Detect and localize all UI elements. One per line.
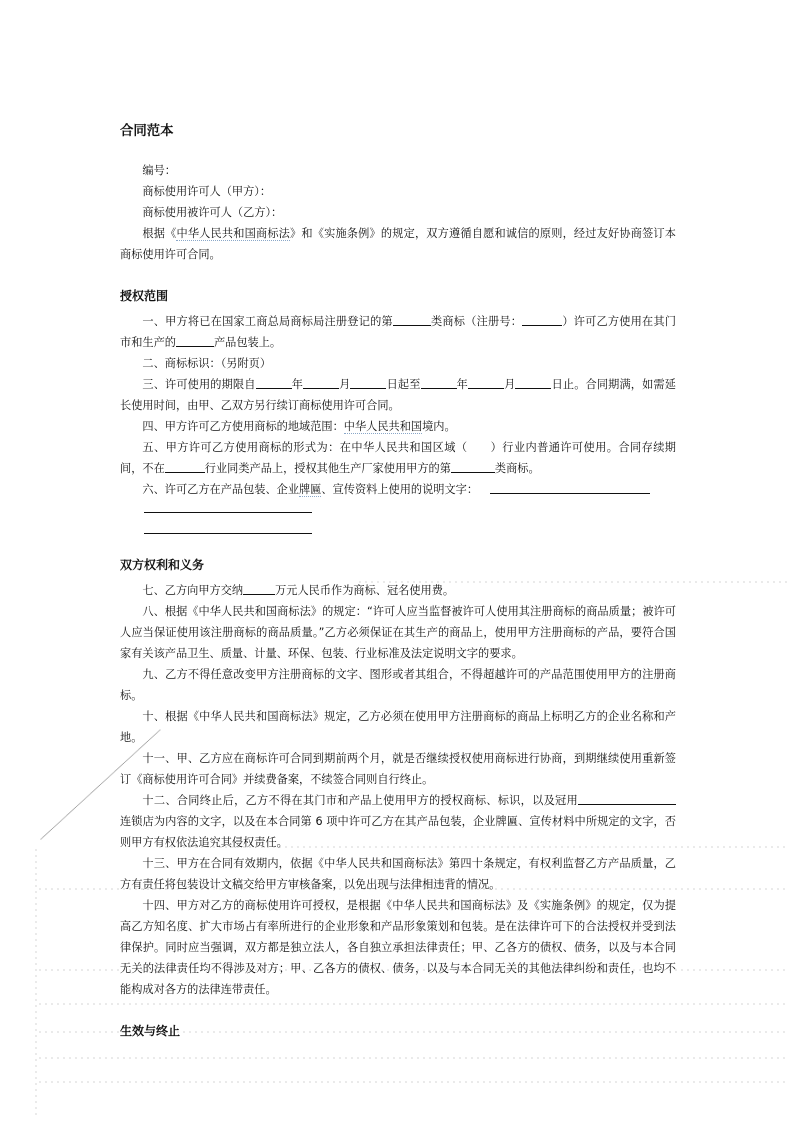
clause-1: 一、甲方将已在国家工商总局商标局注册登记的第 类商标（注册号： ）许可乙方使用在其门市和生产的 产品包装上。 <box>120 311 676 353</box>
blank <box>451 459 495 473</box>
blank <box>578 791 676 805</box>
licensee-line: 商标使用被许可人（乙方）： <box>142 206 283 219</box>
contract-number-line: 编号： <box>142 164 176 177</box>
clause-6: 六、许可乙方在产品包装、企业牌匾、宣传资料上使用的说明文字： <box>120 479 676 500</box>
blank <box>243 581 275 595</box>
blank <box>303 375 339 389</box>
clause-2: 二、商标标识：（另附页） <box>142 357 272 370</box>
contract-document <box>120 122 676 1046</box>
blank <box>421 375 457 389</box>
clause-4: 四、甲方许可乙方使用商标的地域范围：中华人民共和国境内。 <box>142 420 456 433</box>
clause-3: 三、许可使用的期限自 年 月 日起至 年 月 日止。合同期满，如需延长使用时间，由甲、乙双方另行续订商标使用许可合同。 <box>120 374 676 416</box>
blank-line <box>144 521 312 534</box>
blank <box>468 375 504 389</box>
clause-13: 十三、甲方在合同有效期内，依据《中华人民共和国商标法》第四十条规定，有权利监督乙方产品质量，乙方有责任将包装设计文稿交给甲方审核备案，以免出现与法律相违背的情况。 <box>120 857 676 891</box>
section-heading-rights: 双方权利和义务 <box>120 558 205 572</box>
clause-10: 十、根据《中华人民共和国商标法》规定，乙方必须在使用甲方注册商标的商品上标明乙方的企业名称和产地。 <box>120 710 676 744</box>
blank <box>393 312 431 326</box>
clause-7: 七、乙方向甲方交纳 万元人民币作为商标、冠名使用费。 <box>120 580 676 601</box>
blank <box>350 375 386 389</box>
blank <box>256 375 292 389</box>
blank <box>522 312 562 326</box>
blank <box>515 375 551 389</box>
blank <box>165 459 205 473</box>
clause-11: 十一、甲、乙方应在商标许可合同到期前两个月，就是否继续授权使用商标进行协商，到期继续使用重新签订《商标使用许可合同》并续费备案，不续签合同则自行终止。 <box>120 752 676 786</box>
licensor-line: 商标使用许可人（甲方）： <box>142 185 272 198</box>
clause-8: 八、根据《中华人民共和国商标法》的规定：“许可人应当监督被许可人使用其注册商标的商品质量；被许可人应当保证使用该注册商标的商品质量。”乙方必须保证在其生产的商品上，使用甲方注册商标的产品，要符合国家有关该产品卫生、质量、计量、环保、包装、行业标准及法定说明文字的要求。 <box>120 605 676 660</box>
blank-line <box>144 500 312 513</box>
blank <box>176 333 214 347</box>
clause-14: 十四、甲方对乙方的商标使用许可授权，是根据《中华人民共和国商标法》及《实施条例》的规定，仅为提高乙方知名度、扩大市场占有率所进行的企业形象和产品形象策划和包装。是在法律许可下的合法授权并受到法律保护。同时应当强调，双方都是独立法人，各自独立承担法律责任；甲、乙各方的债权、债务，以及与本合同无关的法律责任均不得涉及对方；甲、乙各方的债权、债务，以及与本合同无关的其他法律纠纷和责任，也均不能构成对各方的法律连带责任。 <box>120 899 676 996</box>
clause-5: 五、甲方许可乙方使用商标的形式为：在中华人民共和国区域（ ）行业内普通许可使用。合同存续期间，不在 行业同类产品上，授权其他生产厂家使用甲方的第 类商标。 <box>120 441 676 475</box>
clause-9: 九、乙方不得任意改变甲方注册商标的文字、图形或者其组合，不得超越许可的产品范围使用甲方的注册商标。 <box>120 668 676 702</box>
document-title: 合同范本 <box>120 124 174 139</box>
intro-paragraph: 根据《中华人民共和国商标法》和《实施条例》的规定，双方遵循自愿和诚信的原则，经过友好协商签订本商标使用许可合同。 <box>120 227 676 261</box>
clause-12: 十二、合同终止后，乙方不得在其门市和产品上使用甲方的授权商标、标识，以及冠用连锁店为内容的文字，以及在本合同第 6 项中许可乙方在其产品包装，企业牌匾、宣传材料中所规定的文字，否则甲方有权依法追究其侵权责任。 <box>120 790 676 853</box>
section-heading-effect: 生效与终止 <box>120 1024 181 1038</box>
section-heading-scope: 授权范围 <box>120 289 169 303</box>
blank <box>490 480 650 494</box>
